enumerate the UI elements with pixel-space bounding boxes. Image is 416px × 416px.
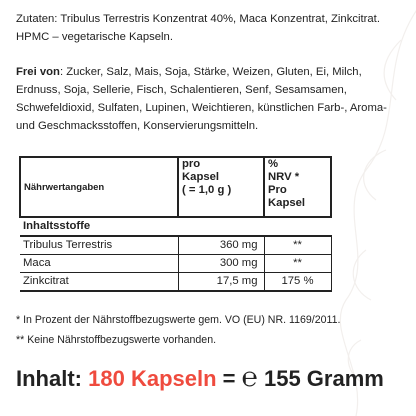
table-row [20,236,331,255]
section-ingredients-label: Inhaltsstoffe [20,217,331,236]
header-weight-line: ( = 1,0 g ) [182,184,232,196]
header-nrv-line: NRV * [268,171,300,183]
nutrition-table [19,156,332,292]
row-ingredient-name: Zinkcitrat [20,273,178,292]
header-per-line: pro [182,158,201,170]
free-from-paragraph [16,63,401,135]
header-pro-line: Pro [268,184,287,196]
capsule-count: 180 Kapseln [88,366,217,391]
free-from-list: : Zucker, Salz, Mais, Soja, Stärke, Weizen, Gluten, Ei, Milch, Erdnuss, Soja, Sellerie, Fisch, Schalentieren, Senf, Sesamsamen, Schwefeldioxid, Sulfaten, Lupinen, Weichtieren, künstlichen Farb-, Aroma- und Geschmacksstoffen, Konservierungsmitteln. [16,66,387,132]
header-per-capsule [178,157,264,217]
row-nrv: ** [264,255,331,273]
header-nutrition-facts: Nährwertangaben [20,157,178,217]
row-nrv: 175 % [264,273,331,292]
nutrition-table-header [20,157,331,217]
table-row [20,255,331,273]
header-nrv [264,157,331,217]
equals-sign: = [222,366,236,391]
estimated-sign-icon: ℮ [241,362,258,393]
footnote-no-nrv: ** Keine Nährstoffbezugswerte vorhanden. [16,334,217,346]
header-capsule-line: Kapsel [182,171,220,183]
row-amount: 17,5 mg [178,273,264,292]
row-amount: 300 mg [178,255,264,273]
row-ingredient-name: Maca [20,255,178,273]
footnote-nrv: * In Prozent der Nährstoffbezugswerte gem. VO (EU) NR. 1169/2011. [16,314,341,326]
row-ingredient-name: Tribulus Terrestris [20,236,178,255]
table-row [20,273,331,292]
row-nrv: ** [264,236,331,255]
row-amount: 360 mg [178,236,264,255]
ingredients-text: Zutaten: Tribulus Terrestris Konzentrat 40%, Maca Konzentrat, Zinkcitrat. HPMC – vegetarische Kapseln. [16,13,380,43]
free-from-label: Frei von [16,66,60,78]
net-weight: 155 Gramm [263,366,384,391]
header-percent-line: % [268,158,279,170]
section-row [20,217,331,236]
contents-label: Inhalt: [16,366,82,391]
header-kapsel-line: Kapsel [268,197,306,209]
contents-line [16,362,406,393]
